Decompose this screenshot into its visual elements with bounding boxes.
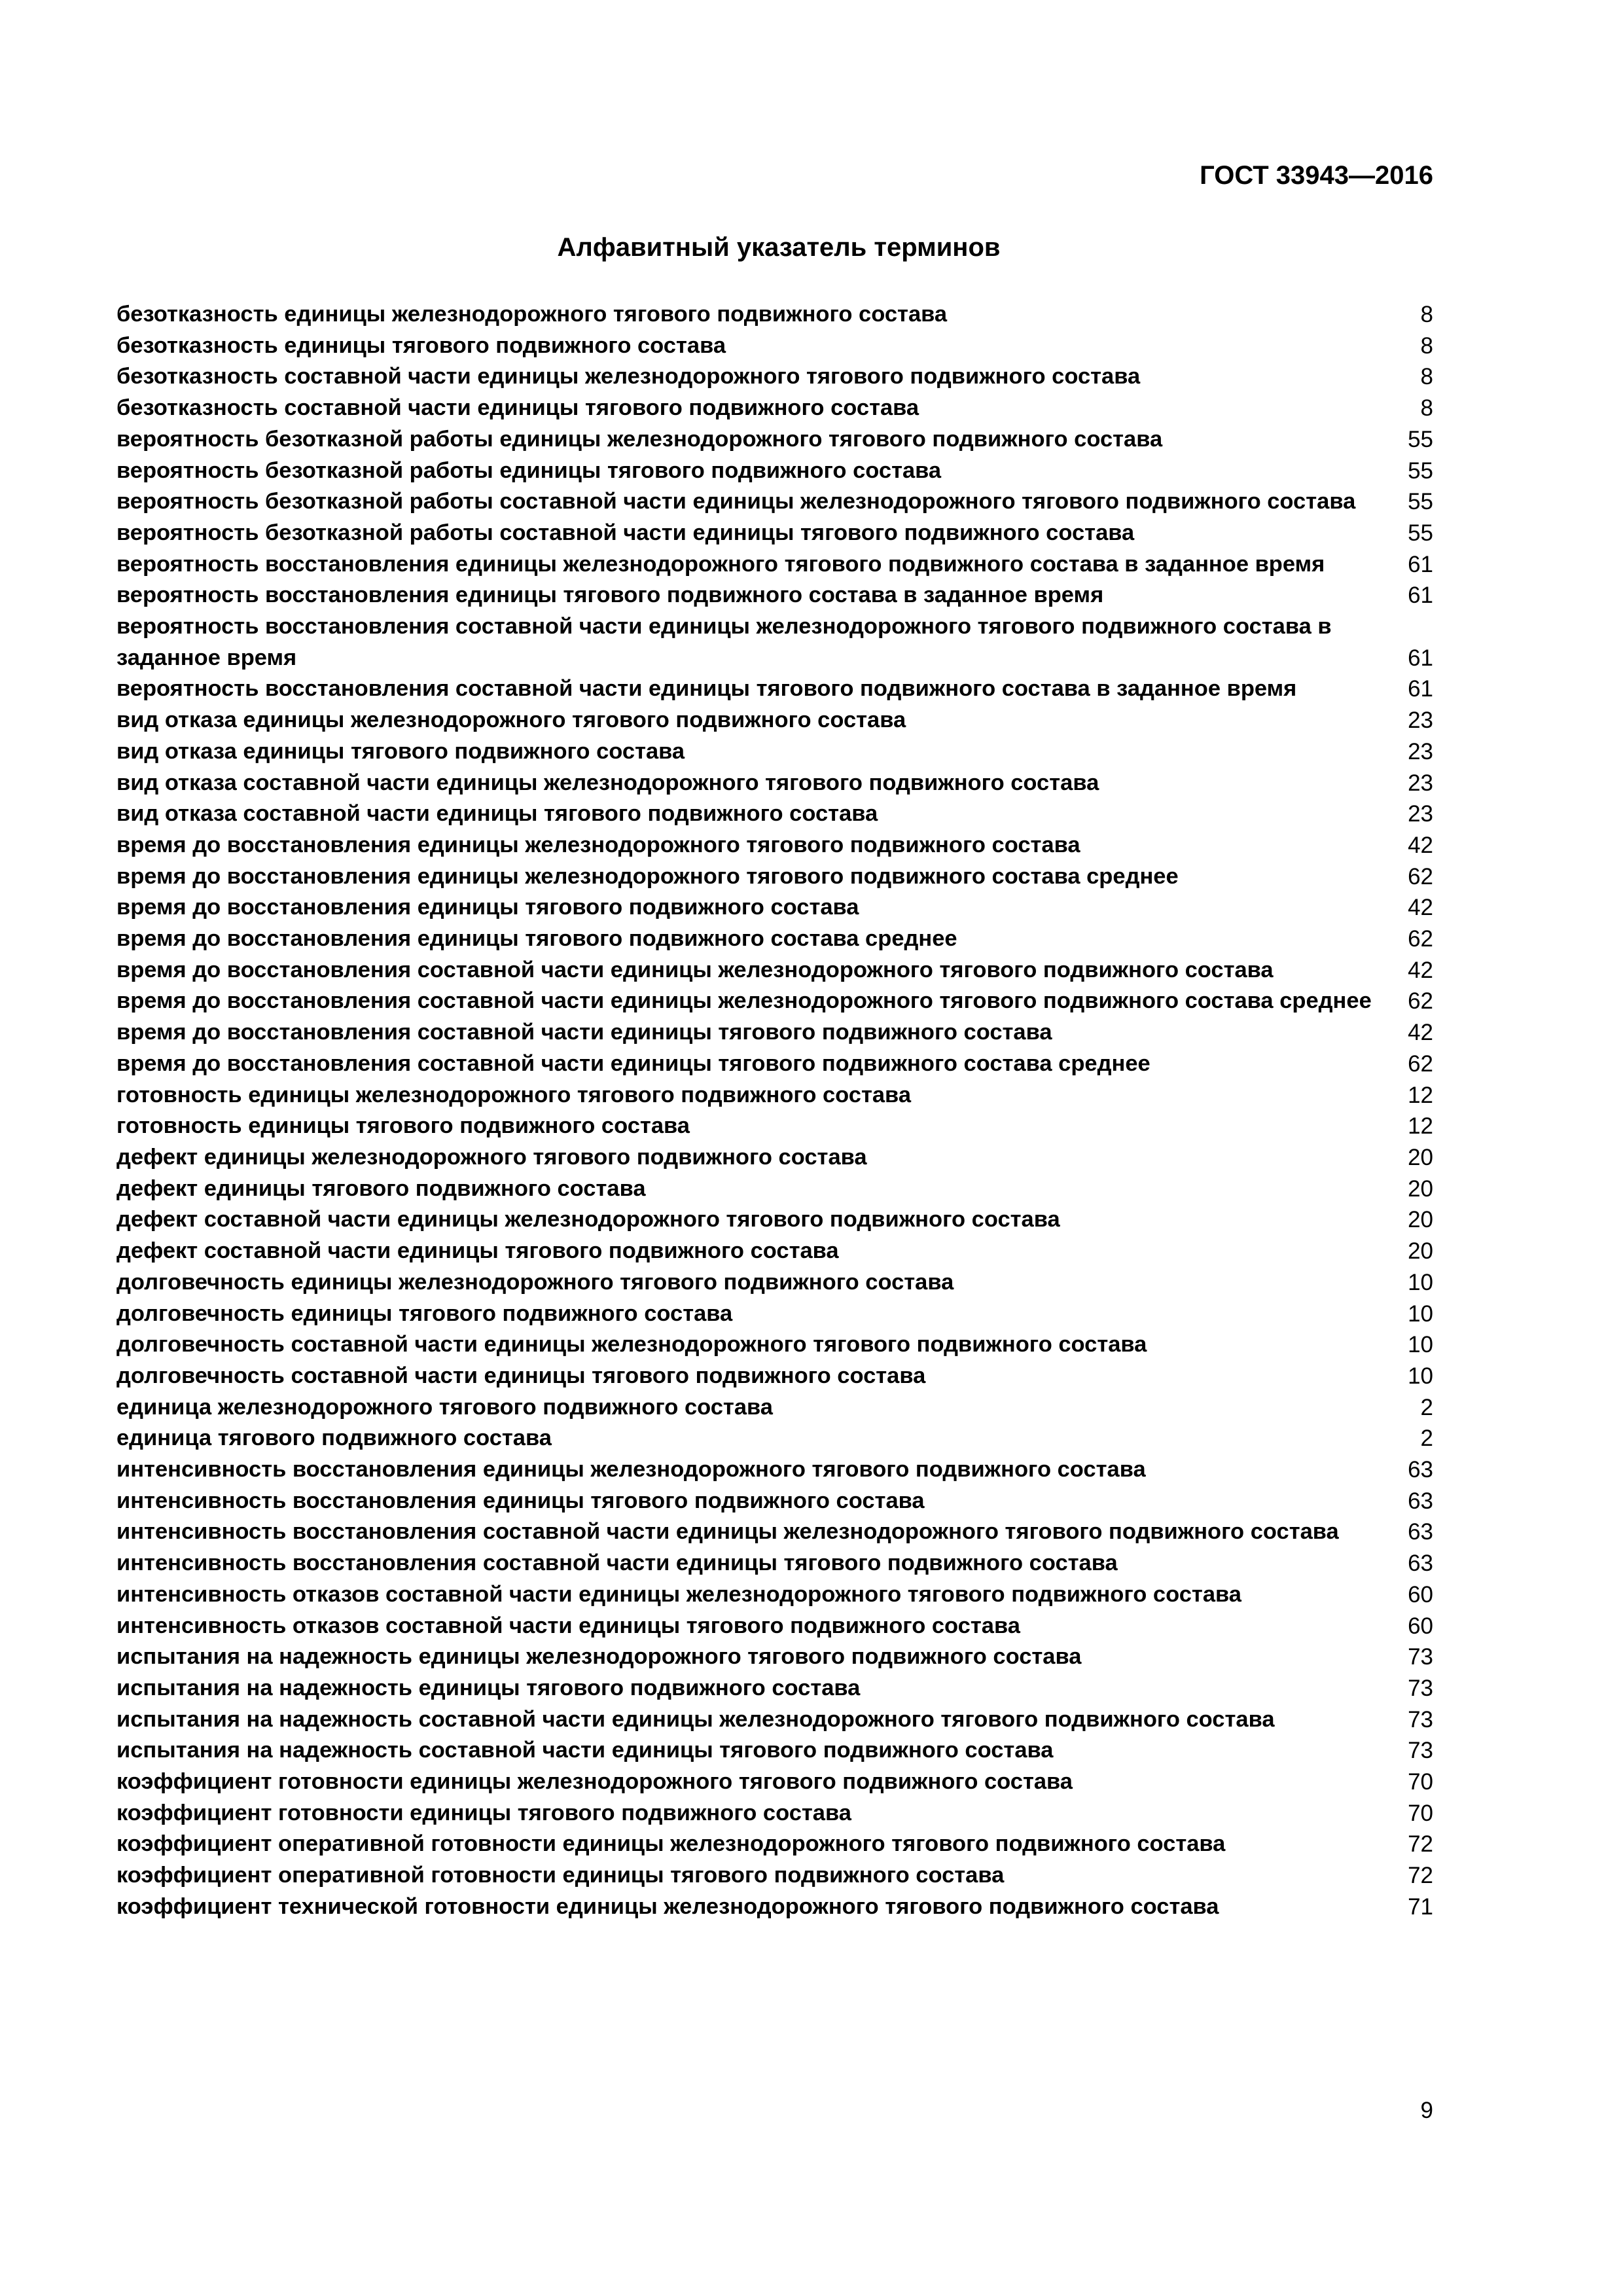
index-entry (116, 861, 1433, 893)
index-term: безотказность составной части единицы тягового подвижного состава (116, 395, 919, 421)
index-page-ref: 72 (1408, 1863, 1433, 1889)
index-entry (116, 1392, 1433, 1424)
index-page-ref: 20 (1408, 1144, 1433, 1170)
index-entry (116, 830, 1433, 861)
index-entry (116, 986, 1433, 1017)
index-term: безотказность составной части единицы железнодорожного тягового подвижного состава (116, 364, 1141, 389)
index-entry (116, 1017, 1433, 1049)
index-term: интенсивность восстановления составной части единицы железнодорожного тягового подвижного состава (116, 1519, 1339, 1545)
index-entry (116, 673, 1433, 705)
index-page-ref: 10 (1408, 1300, 1433, 1327)
index-page-ref: 61 (1408, 583, 1433, 609)
index-term: вероятность безотказной работы единицы тягового подвижного состава (116, 457, 942, 483)
page-number: 9 (1420, 2098, 1433, 2123)
index-entry (116, 580, 1433, 611)
index-term: коэффициент оперативной готовности единицы тягового подвижного состава (116, 1863, 1005, 1888)
index-entry (116, 1579, 1433, 1611)
index-term: интенсивность отказов составной части единицы тягового подвижного состава (116, 1613, 1020, 1638)
index-term: время до восстановления единицы железнодорожного тягового подвижного состава (116, 832, 1080, 857)
index-entry (116, 486, 1433, 518)
index-term: время до восстановления составной части единицы железнодорожного тягового подвижного состава среднее (116, 988, 1372, 1014)
index-page-ref: 55 (1408, 457, 1433, 484)
index-entry (116, 1704, 1433, 1736)
index-page-ref: 63 (1408, 1519, 1433, 1545)
index-term: вероятность восстановления единицы железнодорожного тягового подвижного состава в заданное время (116, 551, 1325, 577)
index-term: испытания на надежность составной части единицы тягового подвижного состава (116, 1738, 1054, 1763)
index-page-ref: 10 (1408, 1332, 1433, 1358)
index-entry (116, 1142, 1433, 1174)
index-term: вероятность безотказной работы единицы железнодорожного тягового подвижного состава (116, 426, 1163, 452)
index-term: дефект единицы тягового подвижного состава (116, 1175, 646, 1201)
index-entry (116, 1423, 1433, 1454)
index-entry (116, 924, 1433, 955)
index-page-ref: 42 (1408, 832, 1433, 858)
index-page-ref: 2 (1420, 1426, 1433, 1452)
index-page-ref: 42 (1408, 957, 1433, 983)
index-entry (116, 1299, 1433, 1330)
index-entry (116, 393, 1433, 424)
index-page-ref: 62 (1408, 926, 1433, 952)
index-page-ref: 73 (1408, 1675, 1433, 1701)
index-term: дефект составной части единицы железнодорожного тягового подвижного состава (116, 1207, 1060, 1232)
index-page-ref: 62 (1408, 988, 1433, 1014)
index-term: единица железнодорожного тягового подвижного состава (116, 1394, 773, 1420)
index-page-ref: 73 (1408, 1706, 1433, 1732)
index-page-ref: 20 (1408, 1175, 1433, 1202)
index-term: вид отказа единицы железнодорожного тягового подвижного состава (116, 708, 906, 733)
index-entry (116, 1516, 1433, 1548)
index-term: испытания на надежность единицы тягового подвижного состава (116, 1675, 861, 1700)
index-page-ref: 70 (1408, 1769, 1433, 1795)
index-entry (116, 456, 1433, 487)
index-term: коэффициент готовности единицы тягового подвижного состава (116, 1800, 851, 1825)
index-page-ref: 60 (1408, 1581, 1433, 1607)
index-entry (116, 1267, 1433, 1299)
index-term: испытания на надежность единицы железнодорожного тягового подвижного состава (116, 1644, 1082, 1670)
index-page-ref: 42 (1408, 895, 1433, 921)
index-page-ref: 70 (1408, 1800, 1433, 1826)
index-term: долговечность единицы тягового подвижного состава (116, 1300, 733, 1326)
index-entry (116, 1611, 1433, 1642)
index-term: долговечность составной части единицы тягового подвижного состава (116, 1363, 926, 1388)
index-entry (116, 1236, 1433, 1267)
index-entry (116, 1798, 1433, 1829)
index-entry (116, 1548, 1433, 1579)
index-page-ref: 62 (1408, 1050, 1433, 1077)
index-entry (116, 768, 1433, 799)
index-term: дефект составной части единицы тягового подвижного состава (116, 1238, 839, 1264)
index-page-ref: 8 (1420, 395, 1433, 422)
index-entry (116, 299, 1433, 331)
index-page-ref: 71 (1408, 1893, 1433, 1920)
index-term: время до восстановления составной части единицы тягового подвижного состава (116, 1020, 1052, 1045)
index-page-ref: 10 (1408, 1269, 1433, 1295)
index-page-ref: 61 (1408, 676, 1433, 702)
index-term: время до восстановления единицы железнодорожного тягового подвижного состава среднее (116, 863, 1179, 889)
index-entry (116, 331, 1433, 362)
index-page-ref: 2 (1420, 1394, 1433, 1420)
index-page-ref: 8 (1420, 364, 1433, 390)
index-entry (116, 1080, 1433, 1111)
index-entry (116, 1735, 1433, 1767)
index-page-ref: 61 (1408, 551, 1433, 577)
index-term: долговечность составной части единицы железнодорожного тягового подвижного состава (116, 1332, 1147, 1357)
index-term: вероятность восстановления единицы тягового подвижного состава в заданное время (116, 583, 1104, 608)
index-page-ref: 63 (1408, 1457, 1433, 1483)
index-entry (116, 892, 1433, 924)
index-term: безотказность единицы тягового подвижного состава (116, 332, 726, 358)
index-page-ref: 23 (1408, 708, 1433, 734)
index-entry (116, 1454, 1433, 1486)
index-page-ref: 8 (1420, 302, 1433, 327)
index-entry (116, 1486, 1433, 1517)
index-term: вид отказа единицы тягового подвижного состава (116, 738, 685, 764)
index-page-ref: 20 (1408, 1238, 1433, 1265)
index-page-ref: 61 (1408, 645, 1433, 671)
index-entry (116, 611, 1433, 673)
index-entry (116, 361, 1433, 393)
index-term: вероятность безотказной работы составной части единицы тягового подвижного состава (116, 520, 1135, 545)
index-page-ref: 62 (1408, 863, 1433, 889)
index-entry (116, 1329, 1433, 1361)
index-term: время до восстановления составной части единицы тягового подвижного состава среднее (116, 1050, 1150, 1076)
index-page-ref: 63 (1408, 1551, 1433, 1577)
index-term: вид отказа составной части единицы железнодорожного тягового подвижного состава (116, 770, 1099, 795)
index-entry (116, 424, 1433, 456)
index-entry (116, 518, 1433, 549)
index-entry (116, 1204, 1433, 1236)
index-page-ref: 20 (1408, 1207, 1433, 1233)
index-entry (116, 1049, 1433, 1080)
index-term: единица тягового подвижного состава (116, 1426, 552, 1451)
index-term: испытания на надежность составной части единицы железнодорожного тягового подвижного состава (116, 1706, 1275, 1732)
index-page-ref: 12 (1408, 1082, 1433, 1108)
index-entry (116, 1892, 1433, 1923)
index-entry (116, 1673, 1433, 1704)
index-page-ref: 42 (1408, 1020, 1433, 1046)
index-page-ref: 8 (1420, 332, 1433, 359)
index-entry (116, 705, 1433, 736)
index-term: дефект единицы железнодорожного тягового подвижного состава (116, 1144, 867, 1170)
index-term: безотказность единицы железнодорожного тягового подвижного состава (116, 302, 948, 327)
index-entry (116, 736, 1433, 768)
index-page-ref: 55 (1408, 426, 1433, 452)
index-entry (116, 798, 1433, 830)
index-term: долговечность единицы железнодорожного тягового подвижного состава (116, 1269, 954, 1295)
index-term: интенсивность восстановления единицы тягового подвижного состава (116, 1488, 925, 1513)
index-term: коэффициент технической готовности единицы железнодорожного тягового подвижного состава (116, 1893, 1219, 1919)
index-term: коэффициент готовности единицы железнодорожного тягового подвижного состава (116, 1769, 1073, 1795)
index-term: готовность единицы железнодорожного тягового подвижного состава (116, 1082, 912, 1107)
index-term: интенсивность отказов составной части единицы железнодорожного тягового подвижного состава (116, 1581, 1241, 1607)
index-entry (116, 1111, 1433, 1142)
index-entry (116, 549, 1433, 581)
page-title: Алфавитный указатель терминов (557, 233, 1001, 262)
index-term: время до восстановления составной части единицы железнодорожного тягового подвижного состава (116, 957, 1274, 982)
index-page-ref: 73 (1408, 1644, 1433, 1670)
index-entry (116, 1767, 1433, 1798)
index-page-ref: 55 (1408, 520, 1433, 546)
index-page-ref: 60 (1408, 1613, 1433, 1639)
index-entry (116, 1174, 1433, 1205)
index-term: вероятность восстановления составной части единицы тягового подвижного состава в заданное время (116, 676, 1297, 702)
index-term: интенсивность восстановления единицы железнодорожного тягового подвижного состава (116, 1457, 1146, 1482)
index-term: готовность единицы тягового подвижного состава (116, 1113, 690, 1139)
index-entry (116, 1860, 1433, 1892)
index-entry (116, 1361, 1433, 1392)
index-term: время до восстановления единицы тягового подвижного состава среднее (116, 926, 957, 952)
index-page-ref: 10 (1408, 1363, 1433, 1389)
index-page-ref: 55 (1408, 489, 1433, 515)
index-page-ref: 12 (1408, 1113, 1433, 1139)
index-page-ref: 23 (1408, 770, 1433, 796)
index-page-ref: 72 (1408, 1831, 1433, 1857)
index-term: вид отказа составной части единицы тягового подвижного состава (116, 801, 878, 827)
index-entry (116, 955, 1433, 986)
index-page-ref: 73 (1408, 1738, 1433, 1764)
index-term: коэффициент оперативной готовности единицы железнодорожного тягового подвижного состава (116, 1831, 1226, 1857)
index-entry (116, 1641, 1433, 1673)
index-term: время до восстановления единицы тягового подвижного состава (116, 895, 859, 920)
term-index (116, 299, 1433, 1923)
index-term: вероятность безотказной работы составной части единицы железнодорожного тягового подвижного состава (116, 489, 1356, 514)
index-page-ref: 23 (1408, 738, 1433, 764)
document-designation: ГОСТ 33943—2016 (1200, 161, 1433, 190)
index-entry (116, 1829, 1433, 1860)
index-term: вероятность восстановления составной части единицы железнодорожного тягового подвижного состава в заданное время (116, 614, 1332, 670)
index-page-ref: 63 (1408, 1488, 1433, 1514)
index-page-ref: 23 (1408, 801, 1433, 827)
index-term: интенсивность восстановления составной части единицы тягового подвижного состава (116, 1551, 1118, 1576)
